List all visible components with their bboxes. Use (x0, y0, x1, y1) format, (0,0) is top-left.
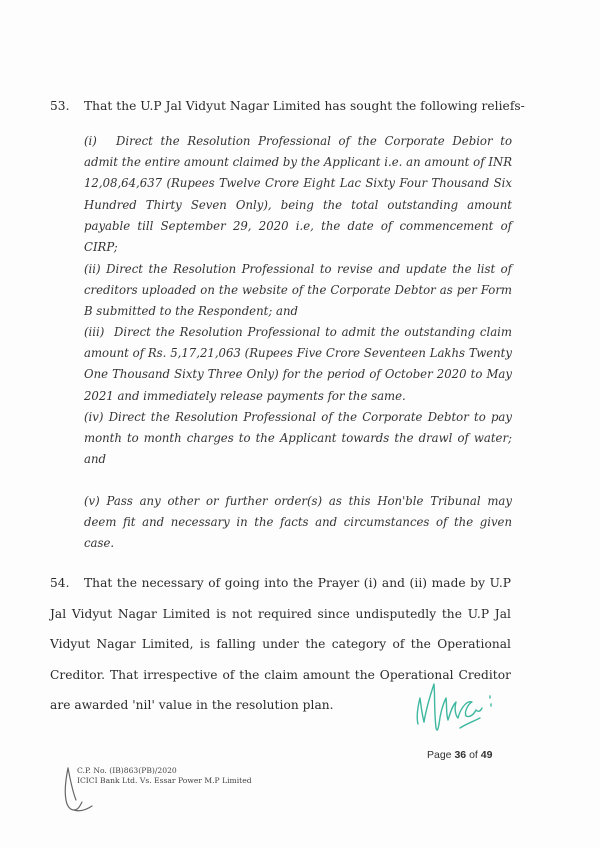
paragraph-53 (50, 96, 525, 117)
relief-text: Direct the Resolution Professional of the Corporate Debior to admit the entire amount claimed by the Applicant i.e. an amount of INR 12,08,64,637 (Rupees Twelve Crore Eight Lac Sixty Four Thousand Six Hundred Thirty Seven Only), being the total outstanding amount payable till September 29, 2020 i.e, the date of commencement of CIRP; (84, 134, 512, 255)
relief-text: Direct the Resolution Professional of the Corporate Debtor to pay month to month charges to the Applicant towards the drawl of water; and (84, 410, 512, 467)
relief-label: (i) (84, 134, 97, 148)
relief-label: (v) (84, 494, 100, 508)
paragraph-number: 54. (50, 576, 70, 590)
case-footer (77, 766, 252, 786)
paragraph-53-lead (50, 96, 525, 117)
page-number-prefix: Page (427, 749, 452, 761)
case-title: ICICI Bank Ltd. Vs. Essar Power M.P Limited (77, 776, 252, 785)
relief-item-v (84, 491, 512, 555)
signature-icon (410, 676, 500, 742)
page-number-current: 36 (454, 749, 467, 761)
relief-item-ii (84, 259, 512, 323)
relief-item-iv (84, 407, 512, 471)
page-number-total: 49 (480, 749, 493, 761)
page-number (427, 749, 492, 761)
paragraph-text: That the necessary of going into the Prayer (i) and (ii) made by U.P Jal Vidyut Nagar Limited is not required since undisputedly the U.P Jal Vidyut Nagar Limited, is falling under the category of the Operational Creditor. That irrespective of the claim amount the Operational Creditor are awarded 'nil' value in the resolution plan. (50, 576, 511, 712)
relief-label: (iv) (84, 410, 104, 424)
relief-item-iii (84, 322, 512, 407)
relief-text: Direct the Resolution Professional to admit the outstanding claim amount of Rs. 5,17,21,063 (Rupees Five Crore Seventeen Lakhs Twenty One Thousand Sixty Three Only) for the period of October 2020 to May 2021 and immediately release payments for the same. (84, 325, 512, 403)
relief-text: Pass any other or further order(s) as this Hon'ble Tribunal may deem fit and necessary in the facts and circumstances of the given case. (84, 494, 512, 551)
relief-item-i (84, 131, 512, 258)
paragraph-lead-text: That the U.P Jal Vidyut Nagar Limited has sought the following reliefs- (84, 99, 525, 113)
case-number: C.P. No. (IB)863(PB)/2020 (77, 766, 177, 775)
paragraph-number: 53. (50, 99, 70, 113)
page-number-separator: of (469, 749, 478, 761)
relief-label: (ii) (84, 262, 101, 276)
relief-label: (iii) (84, 325, 105, 339)
relief-text: Direct the Resolution Professional to revise and update the list of creditors uploaded on the website of the Corporate Debtor as per Form B submitted to the Respondent; and (84, 262, 513, 319)
